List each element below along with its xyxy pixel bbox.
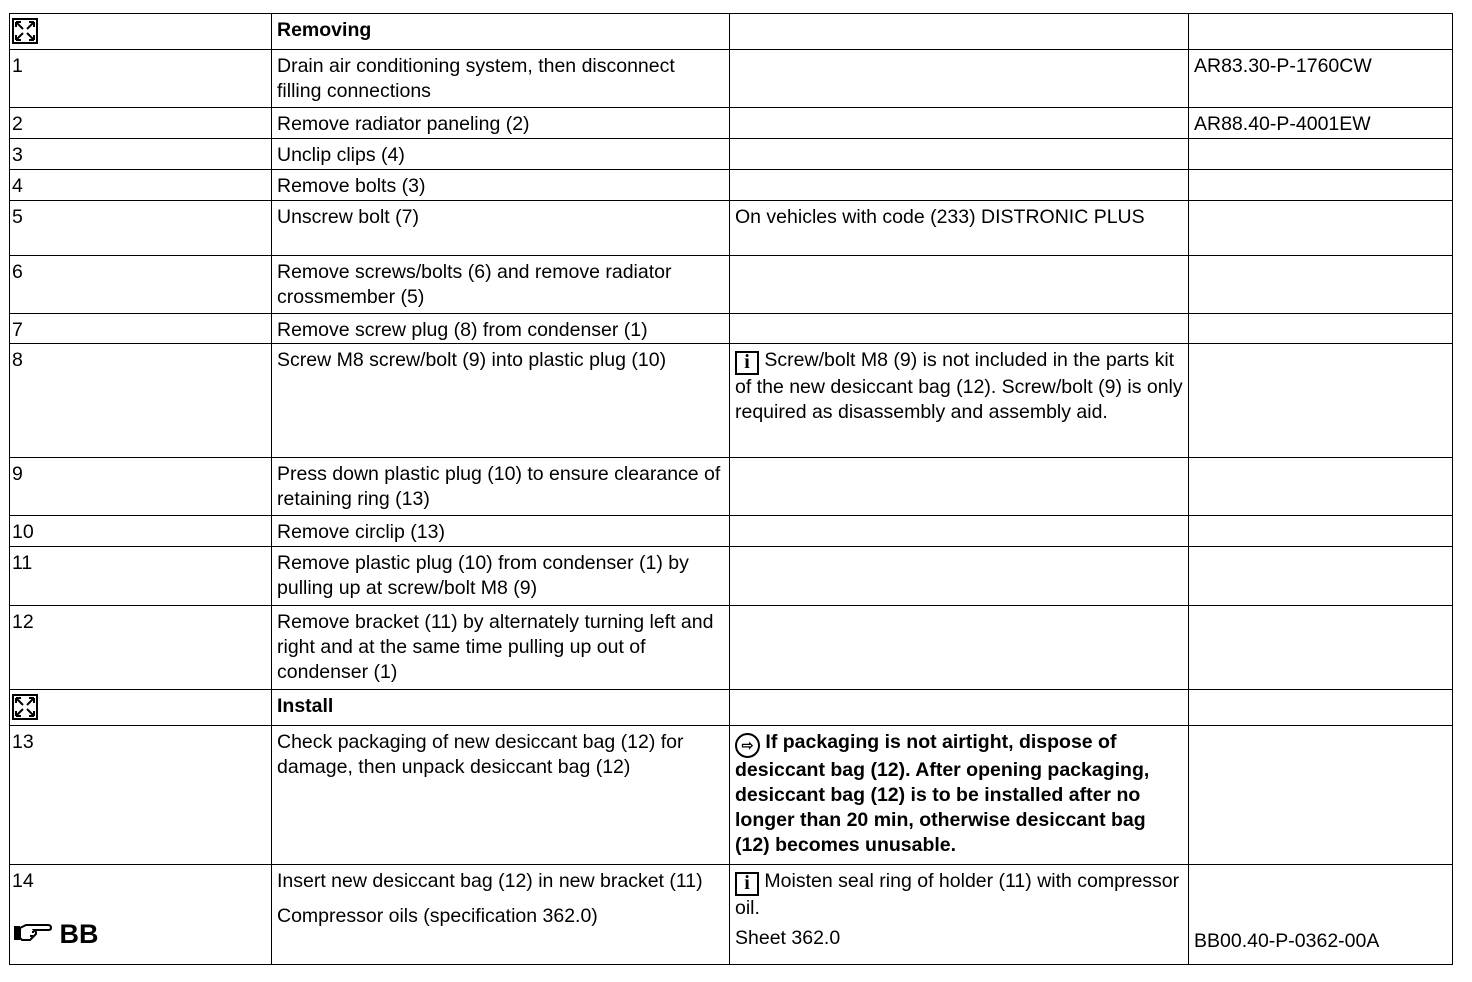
note-text: Moisten seal ring of holder (11) with compressor oil. bbox=[735, 870, 1180, 919]
step-text: Remove radiator paneling (2) bbox=[272, 108, 730, 139]
expand-arrows-icon bbox=[12, 694, 38, 720]
step-text: Insert new desiccant bag (12) in new bracket (11) bbox=[277, 870, 703, 892]
step-text: Screw M8 screw/bolt (9) into plastic plug (10) bbox=[272, 344, 730, 458]
step-note: On vehicles with code (233) DISTRONIC PLUS bbox=[730, 201, 1189, 256]
table-row bbox=[10, 108, 1453, 139]
bb-step-text: Compressor oils (specification 362.0) bbox=[277, 905, 598, 927]
step-number: 2 bbox=[10, 108, 272, 139]
step-note bbox=[730, 726, 1189, 865]
note-text: Screw/bolt M8 (9) is not included in the parts kit of the new desiccant bag (12). Screw/bolt (9) is only required as disassembly and assembly aid. bbox=[735, 349, 1183, 423]
step-text: Remove bolts (3) bbox=[272, 170, 730, 201]
table-row bbox=[10, 606, 1453, 690]
step-text: Remove screws/bolts (6) and remove radiator crossmember (5) bbox=[272, 256, 730, 314]
table-row bbox=[10, 458, 1453, 516]
section-title-install: Install bbox=[272, 690, 730, 726]
step-number: 3 bbox=[10, 139, 272, 170]
section-icon-cell bbox=[10, 690, 272, 726]
step-number: 4 bbox=[10, 170, 272, 201]
step-number: 14 bbox=[12, 870, 34, 892]
table-row bbox=[10, 865, 1453, 965]
step-number: 7 bbox=[10, 314, 272, 344]
step-text: Check packaging of new desiccant bag (12) for damage, then unpack desiccant bag (12) bbox=[272, 726, 730, 865]
section-header-install bbox=[10, 690, 1453, 726]
step-number: 5 bbox=[10, 201, 272, 256]
expand-arrows-icon bbox=[12, 18, 38, 44]
section-title-removing: Removing bbox=[272, 14, 730, 50]
table-row bbox=[10, 516, 1453, 547]
reference-link[interactable]: AR88.40-P-4001EW bbox=[1189, 108, 1453, 139]
step-text: Drain air conditioning system, then disconnect filling connections bbox=[272, 50, 730, 108]
step-text: Press down plastic plug (10) to ensure clearance of retaining ring (13) bbox=[272, 458, 730, 516]
pointing-hand-icon bbox=[12, 922, 52, 944]
step-number: 9 bbox=[10, 458, 272, 516]
table-row bbox=[10, 170, 1453, 201]
section-header-removing bbox=[10, 14, 1453, 50]
bb-reference[interactable] bbox=[12, 919, 99, 949]
table-row bbox=[10, 50, 1453, 108]
table-row bbox=[10, 139, 1453, 170]
step-text: Unscrew bolt (7) bbox=[272, 201, 730, 256]
caution-icon: ⇨ bbox=[735, 733, 760, 758]
procedure-table bbox=[9, 13, 1453, 965]
step-text: Remove screw plug (8) from condenser (1) bbox=[272, 314, 730, 344]
step-number: 8 bbox=[10, 344, 272, 458]
table-row bbox=[10, 344, 1453, 458]
step-note bbox=[735, 869, 1183, 921]
note-text: If packaging is not airtight, dispose of desiccant bag (12). After opening packaging, desiccant bag (12) is to be installed after no longer than 20 min, otherwise desiccant bag (12) becomes unusable. bbox=[735, 731, 1150, 856]
table-row bbox=[10, 314, 1453, 344]
section-icon-cell bbox=[10, 14, 272, 50]
step-text: Remove circlip (13) bbox=[272, 516, 730, 547]
step-text: Unclip clips (4) bbox=[272, 139, 730, 170]
step-number: 13 bbox=[10, 726, 272, 865]
step-note bbox=[730, 344, 1189, 458]
table-row bbox=[10, 547, 1453, 606]
step-number: 11 bbox=[10, 547, 272, 606]
reference-link[interactable]: BB00.40-P-0362-00A bbox=[1194, 930, 1380, 952]
step-text: Remove bracket (11) by alternately turning left and right and at the same time pulling up out of condenser (1) bbox=[272, 606, 730, 690]
step-number: 6 bbox=[10, 256, 272, 314]
table-row bbox=[10, 201, 1453, 256]
bb-note: Sheet 362.0 bbox=[735, 927, 841, 949]
step-number: 1 bbox=[10, 50, 272, 108]
step-number: 12 bbox=[10, 606, 272, 690]
reference-link[interactable]: AR83.30-P-1760CW bbox=[1189, 50, 1453, 108]
step-text: Remove plastic plug (10) from condenser (1) by pulling up at screw/bolt M8 (9) bbox=[272, 547, 730, 606]
table-row bbox=[10, 256, 1453, 314]
table-row bbox=[10, 726, 1453, 865]
bb-label: BB bbox=[59, 919, 99, 949]
info-icon: i bbox=[735, 351, 759, 375]
info-icon: i bbox=[735, 872, 759, 896]
step-number: 10 bbox=[10, 516, 272, 547]
